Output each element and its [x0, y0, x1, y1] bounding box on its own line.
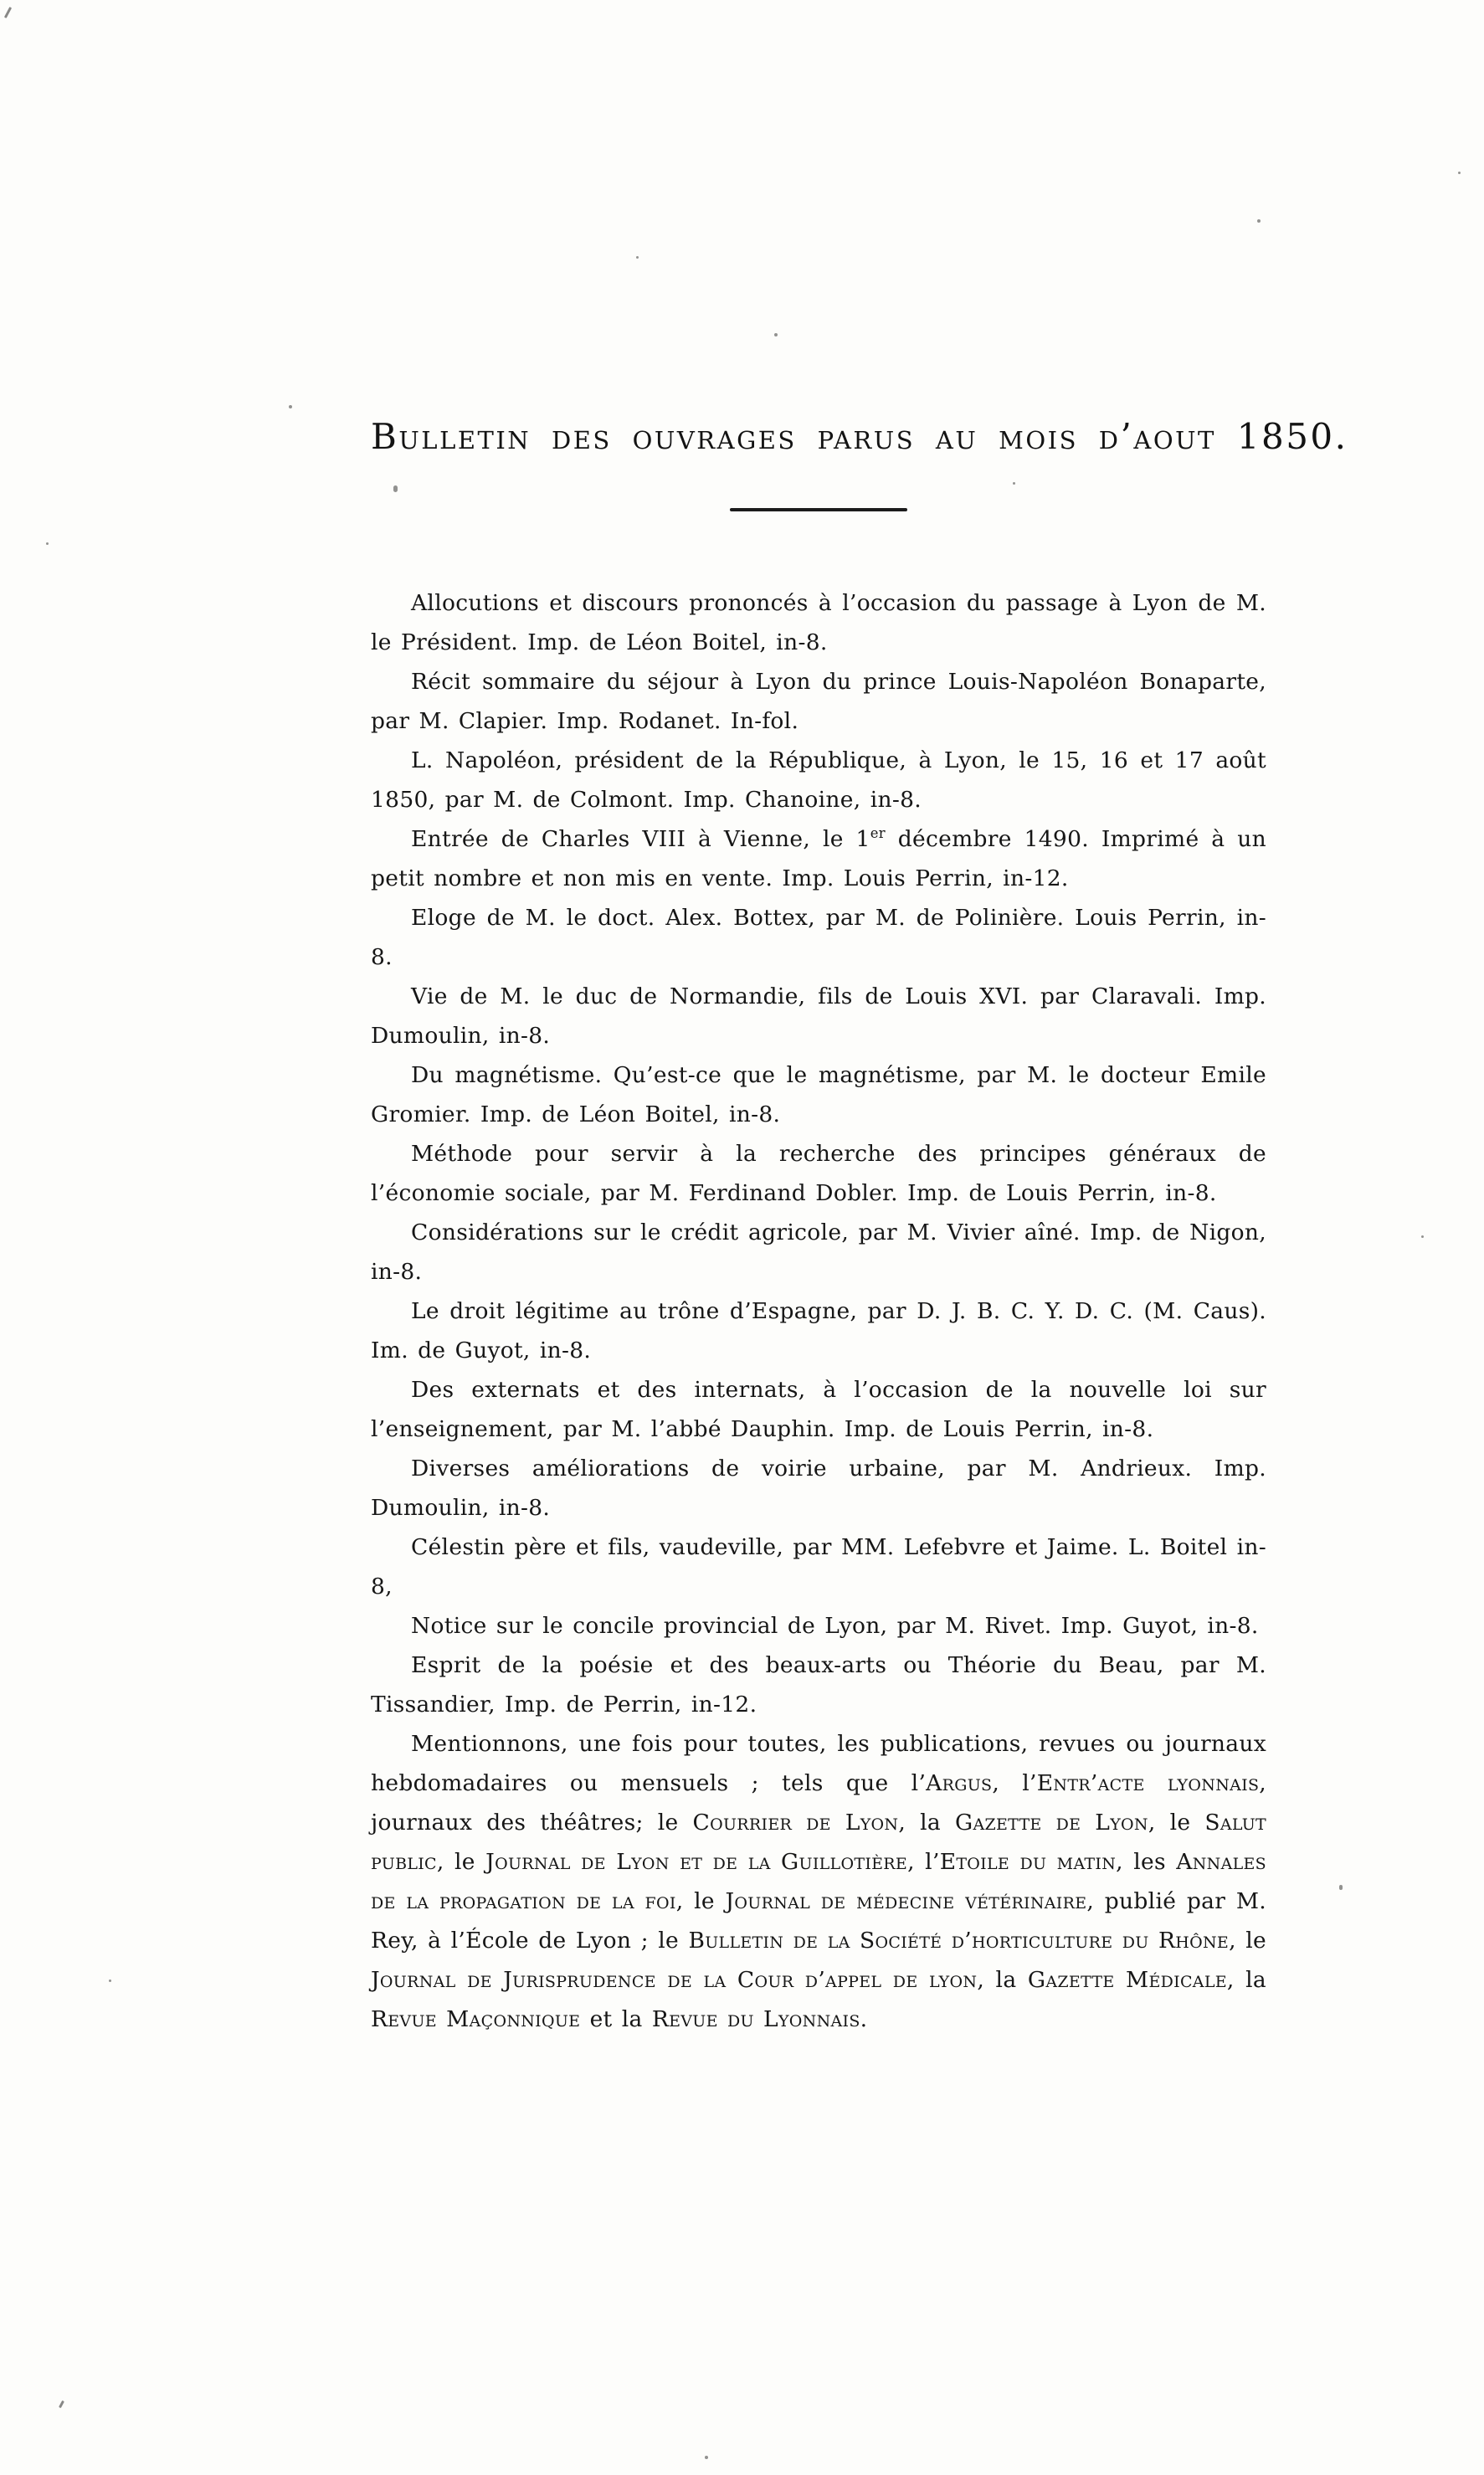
- page-title: Bulletin des ouvrages parus au mois d’aout 1850.: [371, 416, 1348, 457]
- bibliography-entry: Diverses améliorations de voirie urbaine, par M. Andrieux. Imp. Dumoulin, in-8.: [371, 1456, 1266, 1521]
- scan-speck: [4, 7, 12, 18]
- scan-speck: [636, 256, 639, 259]
- bibliography-entry: Le droit légitime au trône d’Espagne, par D. J. B. C. Y. D. C. (M. Caus). Im. de Guyot, in-8.: [371, 1298, 1266, 1363]
- bibliography-entry: Récit sommaire du séjour à Lyon du prince Louis-Napoléon Bonaparte, par M. Clapier. Imp. Rodanet. In-fol.: [371, 669, 1266, 734]
- bibliography-entry: Des externats et des internats, à l’occasion de la nouvelle loi sur l’enseignement, par M. l’abbé Dauphin. Imp. de Louis Perrin, in-8.: [371, 1377, 1266, 1442]
- scan-speck: [774, 333, 778, 336]
- scan-speck: [1013, 482, 1015, 485]
- bibliography-entry: Entrée de Charles VIII à Vienne, le 1er décembre 1490. Imprimé à un petit nombre et non mis en vente. Imp. Louis Perrin, in-12.: [371, 825, 1266, 891]
- scan-speck: [109, 1979, 111, 1982]
- bibliography-entry: Méthode pour servir à la recherche des principes généraux de l’économie sociale, par M. Ferdinand Dobler. Imp. de Louis Perrin, in-8.: [371, 1141, 1266, 1206]
- bibliography-entry: Considérations sur le crédit agricole, par M. Vivier aîné. Imp. de Nigon, in-8.: [371, 1220, 1266, 1285]
- bibliography-entry: Eloge de M. le doct. Alex. Bottex, par M. de Polinière. Louis Perrin, in-8.: [371, 905, 1266, 970]
- scan-speck: [1339, 1885, 1343, 1890]
- scan-speck: [705, 2456, 708, 2459]
- title-divider-rule: [730, 508, 907, 511]
- scan-speck: [289, 405, 292, 408]
- bibliography-entry: Vie de M. le duc de Normandie, fils de Louis XVI. par Claravali. Imp. Dumoulin, in-8.: [371, 983, 1266, 1049]
- bibliography-entry: L. Napoléon, président de la République, à Lyon, le 15, 16 et 17 août 1850, par M. de Colmont. Imp. Chanoine, in-8.: [371, 747, 1266, 813]
- bibliography-entry: Mentionnons, une fois pour toutes, les publications, revues ou journaux hebdomadaires ou mensuels ; tels que l’Argus, l’Entr’acte lyonnais, journaux des théâtres; le Courrier de Lyon, la Gazette de Lyon, le Salut public, le Journal de Lyon et de la Guillotière, l’Etoile du matin, les Annales de la propagation de la foi, le Journal de médecine vétérinaire, publié par M. Rey, à l’École de Lyon ; le Bulletin de la Société d’horticulture du Rhône, le Journal de Jurisprudence de la Cour d’appel de lyon, la Gazette Médicale, la Revue Maçonnique et la Revue du Lyonnais.: [371, 1731, 1266, 2032]
- scan-speck: [1421, 1235, 1424, 1238]
- scan-speck: [46, 542, 49, 545]
- bibliography-entry: Allocutions et discours prononcés à l’occasion du passage à Lyon de M. le Président. Imp. de Léon Boitel, in-8.: [371, 590, 1266, 655]
- text-block: [371, 416, 1348, 2039]
- bibliography-entry: Esprit de la poésie et des beaux-arts ou Théorie du Beau, par M. Tissandier, Imp. de Perrin, in-12.: [371, 1652, 1266, 1718]
- scan-speck: [59, 2401, 64, 2408]
- bibliography-entry: Notice sur le concile provincial de Lyon, par M. Rivet. Imp. Guyot, in-8.: [411, 1613, 1259, 1639]
- bibliography-entry: Célestin père et fils, vaudeville, par MM. Lefebvre et Jaime. L. Boitel in-8,: [371, 1534, 1266, 1600]
- scan-speck: [1458, 172, 1461, 174]
- scan-speck: [1257, 219, 1261, 223]
- scan-speck: [393, 485, 398, 492]
- bibliography-entry: Du magnétisme. Qu’est-ce que le magnétisme, par M. le docteur Emile Gromier. Imp. de Léon Boitel, in-8.: [371, 1062, 1266, 1127]
- bibliography-entries: [371, 583, 1266, 2039]
